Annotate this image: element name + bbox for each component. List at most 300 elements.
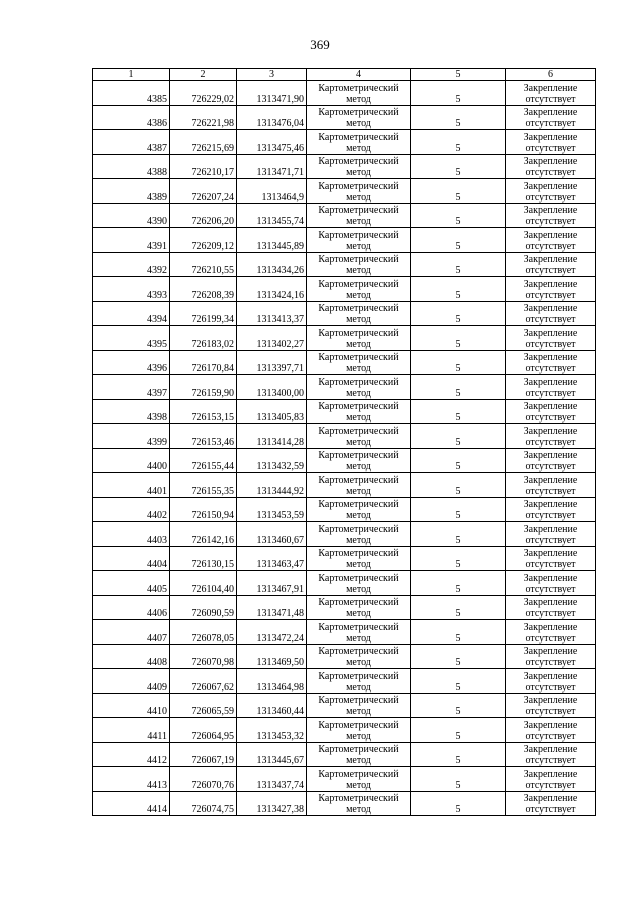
accuracy-cell: 5 [411, 546, 506, 571]
table-row [93, 154, 596, 179]
method-cell [307, 81, 411, 106]
point-number: 4411 [93, 718, 170, 743]
fixing-cell [506, 742, 596, 767]
fixing-line1: Закрепление [523, 744, 578, 755]
method-line1: Картометрический [318, 401, 399, 412]
point-number: 4403 [93, 522, 170, 547]
point-number: 4390 [93, 203, 170, 228]
accuracy-cell: 5 [411, 595, 506, 620]
fixing-line1: Закрепление [523, 229, 578, 241]
point-number: 4396 [93, 350, 170, 375]
fixing-cell [506, 252, 596, 277]
coord-x: 726064,95 [170, 718, 237, 743]
fixing-cell [506, 693, 596, 718]
coord-y: 1313434,26 [237, 252, 307, 277]
method-line1: Картометрический [318, 523, 399, 535]
coord-y: 1313432,59 [237, 448, 307, 473]
coord-y: 1313444,92 [237, 473, 307, 498]
method-line1: Картометрический [318, 597, 399, 608]
fixing-line1: Закрепление [523, 793, 578, 804]
point-number: 4400 [93, 448, 170, 473]
fixing-cell [506, 424, 596, 449]
coord-y: 1313397,71 [237, 350, 307, 375]
method-line1: Картометрический [318, 156, 399, 167]
fixing-line1: Закрепление [523, 131, 578, 143]
method-line1: Картометрический [318, 450, 399, 461]
coord-y: 1313413,37 [237, 301, 307, 326]
coord-y: 1313471,48 [237, 595, 307, 620]
fixing-cell [506, 571, 596, 596]
coord-y: 1313467,91 [237, 571, 307, 596]
table-row [93, 130, 596, 155]
table-row [93, 301, 596, 326]
fixing-cell [506, 154, 596, 179]
method-cell [307, 595, 411, 620]
coord-x: 726142,16 [170, 522, 237, 547]
fixing-cell [506, 546, 596, 571]
method-line2: метод [346, 534, 371, 546]
point-number: 4409 [93, 669, 170, 694]
method-line1: Картометрический [318, 107, 399, 118]
coord-y: 1313405,83 [237, 399, 307, 424]
fixing-cell [506, 522, 596, 547]
fixing-cell [506, 301, 596, 326]
method-line1: Картометрический [318, 82, 399, 94]
method-line1: Картометрический [318, 131, 399, 143]
method-cell [307, 179, 411, 204]
coord-x: 726210,55 [170, 252, 237, 277]
point-number: 4404 [93, 546, 170, 571]
fixing-cell [506, 595, 596, 620]
table-row [93, 595, 596, 620]
accuracy-cell: 5 [411, 277, 506, 302]
method-cell [307, 767, 411, 792]
point-number: 4387 [93, 130, 170, 155]
fixing-line2: отсутствует [525, 265, 576, 276]
fixing-line1: Закрепление [523, 646, 578, 657]
accuracy-cell: 5 [411, 326, 506, 351]
coord-y: 1313427,38 [237, 791, 307, 816]
fixing-line2: отсутствует [525, 681, 576, 693]
fixing-line1: Закрепление [523, 425, 578, 437]
accuracy-cell: 5 [411, 767, 506, 792]
fixing-line2: отсутствует [525, 387, 576, 399]
fixing-cell [506, 644, 596, 669]
method-cell [307, 718, 411, 743]
accuracy-cell: 5 [411, 399, 506, 424]
table-row [93, 105, 596, 130]
method-line2: метод [346, 436, 371, 448]
method-line2: метод [346, 510, 371, 521]
method-line1: Картометрический [318, 327, 399, 339]
point-number: 4391 [93, 228, 170, 253]
accuracy-cell: 5 [411, 252, 506, 277]
fixing-cell [506, 105, 596, 130]
method-line2: метод [346, 632, 371, 644]
fixing-line1: Закрепление [523, 450, 578, 461]
method-line1: Картометрический [318, 548, 399, 559]
method-cell [307, 497, 411, 522]
method-cell [307, 546, 411, 571]
point-number: 4405 [93, 571, 170, 596]
method-line1: Картометрический [318, 180, 399, 192]
coord-y: 1313455,74 [237, 203, 307, 228]
fixing-cell [506, 473, 596, 498]
method-cell [307, 693, 411, 718]
fixing-line2: отсутствует [525, 559, 576, 570]
table-row [93, 473, 596, 498]
fixing-line2: отсутствует [525, 93, 576, 105]
fixing-line2: отсутствует [525, 779, 576, 791]
fixing-cell [506, 81, 596, 106]
method-cell [307, 350, 411, 375]
method-line2: метод [346, 804, 371, 815]
coord-y: 1313471,90 [237, 81, 307, 106]
point-number: 4397 [93, 375, 170, 400]
coord-y: 1313464,98 [237, 669, 307, 694]
method-line1: Картометрический [318, 499, 399, 510]
method-line1: Картометрический [318, 572, 399, 584]
method-cell [307, 154, 411, 179]
method-cell [307, 203, 411, 228]
fixing-line2: отсутствует [525, 216, 576, 227]
accuracy-cell: 5 [411, 105, 506, 130]
method-cell [307, 399, 411, 424]
fixing-line2: отсутствует [525, 240, 576, 252]
fixing-line1: Закрепление [523, 352, 578, 363]
coord-x: 726229,02 [170, 81, 237, 106]
table-row [93, 742, 596, 767]
fixing-line2: отсутствует [525, 191, 576, 203]
fixing-line1: Закрепление [523, 670, 578, 682]
coord-x: 726155,44 [170, 448, 237, 473]
coord-y: 1313472,24 [237, 620, 307, 645]
fixing-line1: Закрепление [523, 572, 578, 584]
method-line1: Картометрический [318, 744, 399, 755]
coord-x: 726170,84 [170, 350, 237, 375]
coord-y: 1313460,44 [237, 693, 307, 718]
method-line2: метод [346, 681, 371, 693]
coord-x: 726150,94 [170, 497, 237, 522]
table-row [93, 350, 596, 375]
point-number: 4413 [93, 767, 170, 792]
fixing-cell [506, 326, 596, 351]
method-line2: метод [346, 142, 371, 154]
fixing-line2: отсутствует [525, 142, 576, 154]
fixing-line2: отсутствует [525, 436, 576, 448]
method-line2: метод [346, 314, 371, 325]
table-row [93, 448, 596, 473]
coord-y: 1313469,50 [237, 644, 307, 669]
point-number: 4398 [93, 399, 170, 424]
method-cell [307, 448, 411, 473]
method-line1: Картометрический [318, 768, 399, 780]
fixing-cell [506, 718, 596, 743]
coord-x: 726221,98 [170, 105, 237, 130]
point-number: 4394 [93, 301, 170, 326]
coord-y: 1313453,59 [237, 497, 307, 522]
header-cell-5: 5 [411, 69, 506, 81]
coord-x: 726070,76 [170, 767, 237, 792]
method-cell [307, 228, 411, 253]
accuracy-cell: 5 [411, 473, 506, 498]
method-line2: метод [346, 779, 371, 791]
coord-x: 726159,90 [170, 375, 237, 400]
fixing-cell [506, 203, 596, 228]
fixing-cell [506, 228, 596, 253]
method-line1: Картометрический [318, 695, 399, 706]
point-number: 4414 [93, 791, 170, 816]
fixing-line1: Закрепление [523, 107, 578, 118]
point-number: 4402 [93, 497, 170, 522]
coord-x: 726155,35 [170, 473, 237, 498]
point-number: 4389 [93, 179, 170, 204]
point-number: 4410 [93, 693, 170, 718]
fixing-line1: Закрепление [523, 156, 578, 167]
header-cell-1: 1 [93, 69, 170, 81]
method-line1: Картометрический [318, 303, 399, 314]
method-line1: Картометрический [318, 376, 399, 388]
fixing-cell [506, 350, 596, 375]
fixing-cell [506, 497, 596, 522]
table-row [93, 571, 596, 596]
method-cell [307, 522, 411, 547]
fixing-line2: отсутствует [525, 118, 576, 129]
fixing-cell [506, 669, 596, 694]
coord-x: 726065,59 [170, 693, 237, 718]
table-row [93, 277, 596, 302]
method-line1: Картометрический [318, 205, 399, 216]
method-line2: метод [346, 240, 371, 252]
table-row [93, 424, 596, 449]
fixing-line2: отсутствует [525, 167, 576, 178]
method-cell [307, 375, 411, 400]
table-row [93, 497, 596, 522]
coord-y: 1313460,67 [237, 522, 307, 547]
fixing-line2: отсутствует [525, 510, 576, 521]
method-line2: метод [346, 730, 371, 742]
fixing-cell [506, 277, 596, 302]
fixing-line2: отсутствует [525, 485, 576, 497]
accuracy-cell: 5 [411, 644, 506, 669]
method-cell [307, 130, 411, 155]
point-number: 4393 [93, 277, 170, 302]
table-row [93, 718, 596, 743]
method-line2: метод [346, 583, 371, 595]
coord-x: 726208,39 [170, 277, 237, 302]
method-line2: метод [346, 706, 371, 717]
method-line2: метод [346, 118, 371, 129]
fixing-line1: Закрепление [523, 548, 578, 559]
method-cell [307, 644, 411, 669]
table-row [93, 399, 596, 424]
coord-x: 726090,59 [170, 595, 237, 620]
fixing-line2: отсутствует [525, 363, 576, 374]
accuracy-cell: 5 [411, 179, 506, 204]
coord-y: 1313476,04 [237, 105, 307, 130]
coord-x: 726067,19 [170, 742, 237, 767]
table-row [93, 767, 596, 792]
method-cell [307, 742, 411, 767]
method-line2: метод [346, 167, 371, 178]
table-row [93, 522, 596, 547]
accuracy-cell: 5 [411, 350, 506, 375]
fixing-cell [506, 767, 596, 792]
coord-y: 1313471,71 [237, 154, 307, 179]
method-line2: метод [346, 216, 371, 227]
fixing-line2: отсутствует [525, 657, 576, 668]
page-number: 369 [310, 37, 330, 52]
method-line1: Картометрический [318, 621, 399, 633]
coord-x: 726210,17 [170, 154, 237, 179]
fixing-line1: Закрепление [523, 597, 578, 608]
table-row [93, 546, 596, 571]
fixing-line2: отсутствует [525, 706, 576, 717]
accuracy-cell: 5 [411, 81, 506, 106]
method-line1: Картометрический [318, 425, 399, 437]
point-number: 4408 [93, 644, 170, 669]
coordinates-table [92, 68, 596, 816]
fixing-line1: Закрепление [523, 205, 578, 216]
fixing-cell [506, 399, 596, 424]
fixing-cell [506, 130, 596, 155]
coord-x: 726183,02 [170, 326, 237, 351]
method-cell [307, 277, 411, 302]
coord-y: 1313400,00 [237, 375, 307, 400]
fixing-cell [506, 791, 596, 816]
coord-x: 726078,05 [170, 620, 237, 645]
coord-x: 726206,20 [170, 203, 237, 228]
point-number: 4385 [93, 81, 170, 106]
method-line2: метод [346, 461, 371, 472]
method-cell [307, 669, 411, 694]
fixing-line2: отсутствует [525, 461, 576, 472]
accuracy-cell: 5 [411, 301, 506, 326]
accuracy-cell: 5 [411, 375, 506, 400]
method-cell [307, 252, 411, 277]
fixing-line2: отсутствует [525, 608, 576, 619]
fixing-line2: отсутствует [525, 289, 576, 301]
coord-y: 1313463,47 [237, 546, 307, 571]
coord-y: 1313424,16 [237, 277, 307, 302]
fixing-line2: отсутствует [525, 534, 576, 546]
point-number: 4395 [93, 326, 170, 351]
header-cell-6: 6 [506, 69, 596, 81]
fixing-line1: Закрепление [523, 474, 578, 486]
fixing-line2: отсутствует [525, 755, 576, 766]
accuracy-cell: 5 [411, 154, 506, 179]
fixing-cell [506, 375, 596, 400]
coord-x: 726207,24 [170, 179, 237, 204]
point-number: 4401 [93, 473, 170, 498]
coord-y: 1313414,28 [237, 424, 307, 449]
accuracy-cell: 5 [411, 130, 506, 155]
coord-x: 726070,98 [170, 644, 237, 669]
point-number: 4407 [93, 620, 170, 645]
point-number: 4386 [93, 105, 170, 130]
method-line1: Картометрический [318, 670, 399, 682]
method-line2: метод [346, 191, 371, 203]
table-row [93, 252, 596, 277]
accuracy-cell: 5 [411, 791, 506, 816]
method-line2: метод [346, 755, 371, 766]
coord-x: 726199,34 [170, 301, 237, 326]
table-row [93, 620, 596, 645]
fixing-line1: Закрепление [523, 719, 578, 731]
fixing-line1: Закрепление [523, 82, 578, 94]
fixing-line1: Закрепление [523, 695, 578, 706]
accuracy-cell: 5 [411, 669, 506, 694]
table-row [93, 179, 596, 204]
coord-x: 726067,62 [170, 669, 237, 694]
coord-x: 726209,12 [170, 228, 237, 253]
table-row [93, 81, 596, 106]
coord-x: 726215,69 [170, 130, 237, 155]
fixing-line2: отсутствует [525, 583, 576, 595]
accuracy-cell: 5 [411, 742, 506, 767]
point-number: 4392 [93, 252, 170, 277]
accuracy-cell: 5 [411, 424, 506, 449]
coord-y: 1313445,89 [237, 228, 307, 253]
method-line1: Картометрический [318, 352, 399, 363]
fixing-line2: отсутствует [525, 730, 576, 742]
coord-y: 1313445,67 [237, 742, 307, 767]
fixing-line1: Закрепление [523, 254, 578, 265]
method-line2: метод [346, 387, 371, 399]
table-row [93, 693, 596, 718]
method-cell [307, 791, 411, 816]
accuracy-cell: 5 [411, 203, 506, 228]
method-line2: метод [346, 363, 371, 374]
fixing-cell [506, 620, 596, 645]
accuracy-cell: 5 [411, 448, 506, 473]
method-line2: метод [346, 93, 371, 105]
fixing-line1: Закрепление [523, 621, 578, 633]
fixing-line2: отсутствует [525, 804, 576, 815]
point-number: 4388 [93, 154, 170, 179]
coord-y: 1313475,46 [237, 130, 307, 155]
method-line1: Картометрический [318, 793, 399, 804]
header-row [93, 69, 596, 81]
method-line1: Картометрический [318, 474, 399, 486]
method-line2: метод [346, 608, 371, 619]
header-cell-3: 3 [237, 69, 307, 81]
fixing-line1: Закрепление [523, 278, 578, 290]
method-line1: Картометрический [318, 278, 399, 290]
fixing-line2: отсутствует [525, 412, 576, 423]
table-row [93, 669, 596, 694]
fixing-line1: Закрепление [523, 303, 578, 314]
coord-x: 726153,46 [170, 424, 237, 449]
coord-x: 726153,15 [170, 399, 237, 424]
accuracy-cell: 5 [411, 522, 506, 547]
point-number: 4412 [93, 742, 170, 767]
table-row [93, 375, 596, 400]
point-number: 4399 [93, 424, 170, 449]
method-line2: метод [346, 289, 371, 301]
accuracy-cell: 5 [411, 693, 506, 718]
method-line2: метод [346, 559, 371, 570]
table-row [93, 644, 596, 669]
header-cell-4: 4 [307, 69, 411, 81]
accuracy-cell: 5 [411, 228, 506, 253]
method-line1: Картометрический [318, 719, 399, 731]
accuracy-cell: 5 [411, 718, 506, 743]
coord-y: 1313464,9 [237, 179, 307, 204]
method-line1: Картометрический [318, 229, 399, 241]
fixing-line1: Закрепление [523, 180, 578, 192]
point-number: 4406 [93, 595, 170, 620]
